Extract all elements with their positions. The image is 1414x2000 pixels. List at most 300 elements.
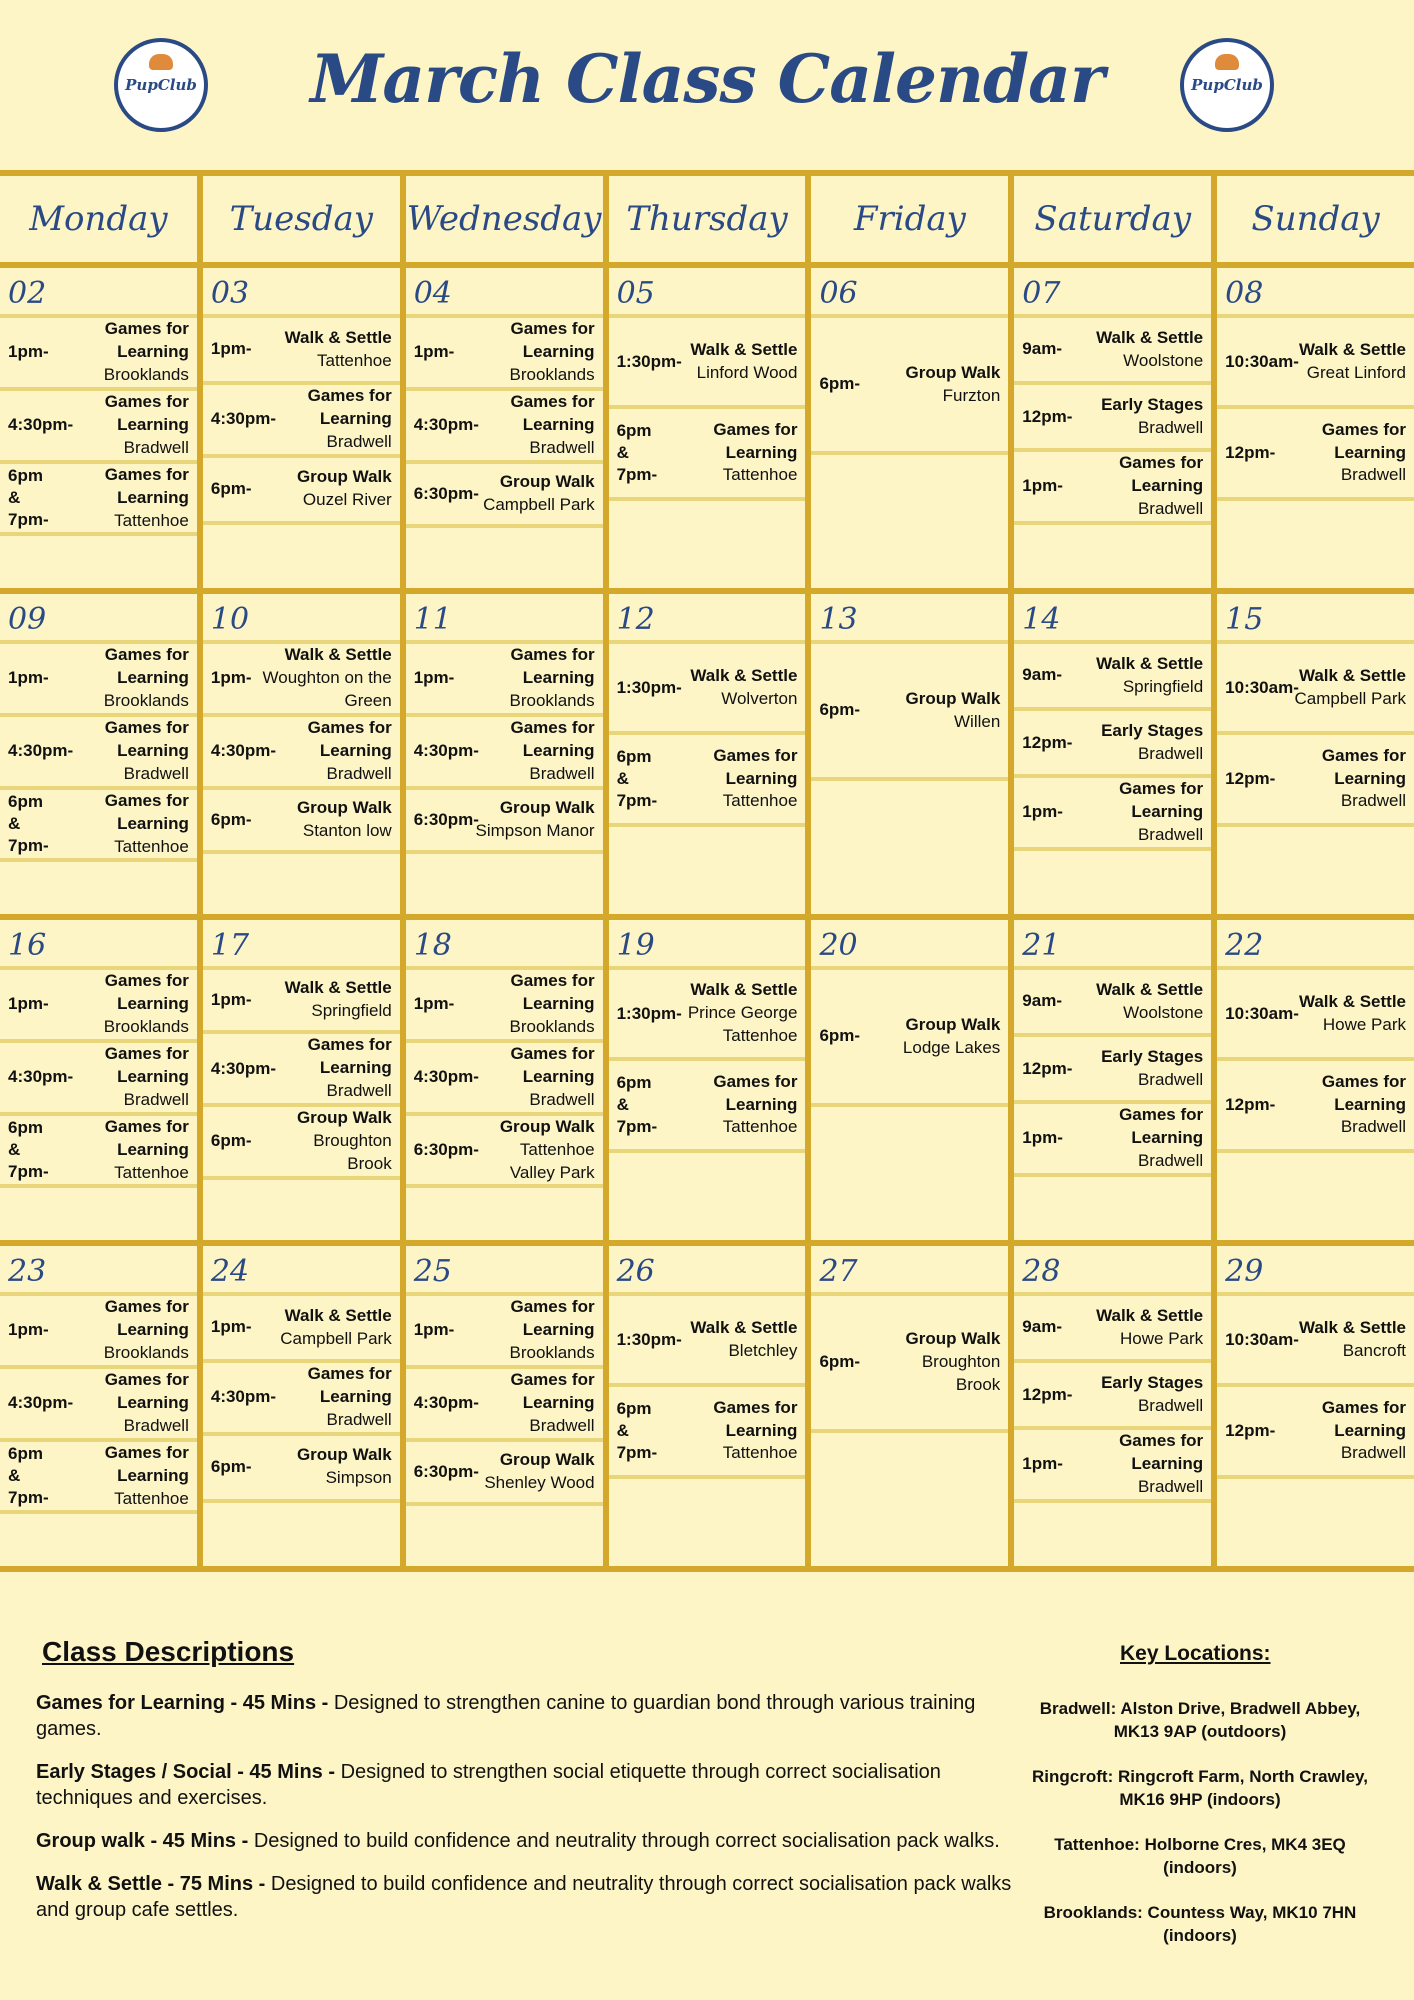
day-number: 23 bbox=[0, 1246, 197, 1296]
class-name: Early Stages bbox=[1101, 394, 1204, 414]
class-name: Group Walk bbox=[296, 1108, 392, 1127]
class-slots bbox=[203, 318, 400, 588]
day-cell bbox=[609, 268, 812, 588]
class-slots bbox=[811, 644, 1008, 914]
day-cell bbox=[203, 920, 406, 1240]
class-time: 4:30pm- bbox=[8, 1393, 74, 1413]
class-info bbox=[483, 471, 595, 517]
pupclub-logo bbox=[1180, 38, 1274, 132]
empty-slot bbox=[203, 525, 400, 588]
class-slots bbox=[609, 644, 806, 914]
class-info bbox=[1101, 1372, 1203, 1418]
empty-slot bbox=[1217, 827, 1414, 914]
day-cell bbox=[811, 268, 1014, 588]
class-time: 1pm- bbox=[8, 668, 49, 688]
day-cell bbox=[406, 594, 609, 914]
class-slot bbox=[1014, 1430, 1211, 1503]
day-number: 17 bbox=[203, 920, 400, 970]
class-location: Bradwell bbox=[123, 763, 189, 783]
class-slot bbox=[406, 318, 603, 391]
class-info bbox=[285, 977, 392, 1023]
class-slot bbox=[203, 385, 400, 458]
class-location: Campbell Park bbox=[483, 494, 595, 514]
week-row bbox=[0, 1246, 1414, 1572]
class-name: Games for Learning bbox=[713, 745, 798, 788]
day-number: 16 bbox=[0, 920, 197, 970]
class-name: Games for Learning bbox=[1119, 1105, 1204, 1148]
day-cell bbox=[203, 1246, 406, 1566]
descriptions-title: Class Descriptions bbox=[42, 1636, 295, 1667]
class-time: 6pm- bbox=[819, 1026, 861, 1046]
day-cell bbox=[1014, 920, 1217, 1240]
class-name: Walk & Settle bbox=[284, 1305, 392, 1325]
class-location: Bradwell bbox=[1340, 465, 1407, 485]
day-cell bbox=[406, 1246, 609, 1566]
class-slot bbox=[0, 318, 197, 391]
class-location: Bradwell bbox=[529, 1089, 595, 1109]
class-location: Tattenhoe bbox=[722, 1117, 798, 1137]
class-time: 1pm- bbox=[413, 668, 455, 688]
class-location: Bradwell bbox=[529, 763, 595, 783]
class-slot bbox=[1217, 735, 1414, 826]
class-location: Bradwell bbox=[326, 1409, 392, 1429]
class-time: 1pm- bbox=[413, 994, 455, 1014]
class-time: 1pm- bbox=[210, 1317, 252, 1337]
class-slot bbox=[406, 391, 603, 464]
class-location: Tattenhoe bbox=[114, 1488, 189, 1508]
class-slot bbox=[609, 644, 806, 735]
empty-slot bbox=[0, 536, 197, 588]
class-description-name: Group walk - 45 Mins - bbox=[36, 1830, 249, 1852]
empty-slot bbox=[811, 1433, 1008, 1566]
day-cell bbox=[811, 594, 1014, 914]
class-name: Games for Learning bbox=[307, 1364, 392, 1406]
empty-slot bbox=[203, 1180, 400, 1240]
class-time: 4:30pm- bbox=[413, 415, 479, 435]
class-slots bbox=[1014, 644, 1211, 914]
class-slots bbox=[1014, 970, 1211, 1240]
class-slot bbox=[203, 644, 400, 717]
locations-title: Key Locations: bbox=[1120, 1642, 1271, 1665]
class-time: 6pm & 7pm- bbox=[8, 1443, 49, 1508]
class-info bbox=[666, 1071, 798, 1140]
class-slot bbox=[1014, 385, 1211, 452]
class-info bbox=[1096, 327, 1203, 373]
class-info bbox=[903, 1014, 1000, 1060]
class-location: Bradwell bbox=[326, 431, 392, 451]
empty-slot bbox=[811, 455, 1008, 588]
class-info bbox=[690, 1317, 797, 1363]
class-description-text: Designed to strengthen social etiquette through correct socialisation techniques and exercises. bbox=[36, 1761, 941, 1809]
class-info bbox=[1299, 991, 1406, 1037]
class-slot bbox=[1217, 1387, 1414, 1478]
class-time: 1pm- bbox=[1022, 476, 1063, 496]
class-name: Walk & Settle bbox=[284, 645, 392, 664]
empty-slot bbox=[1217, 1153, 1414, 1240]
class-info bbox=[474, 1043, 595, 1112]
class-slot bbox=[406, 1369, 603, 1442]
class-name: Games for Learning bbox=[104, 645, 189, 687]
class-description-text: Designed to build confidence and neutrality through correct socialisation pack walks and group cafe settles. bbox=[36, 1873, 1012, 1921]
empty-slot bbox=[1014, 525, 1211, 588]
class-slot bbox=[203, 790, 400, 854]
empty-slot bbox=[0, 1514, 197, 1566]
class-time: 12pm- bbox=[1225, 768, 1276, 788]
class-time: 10:30am- bbox=[1225, 1003, 1299, 1023]
class-slots bbox=[1014, 1296, 1211, 1566]
class-info bbox=[463, 644, 595, 713]
class-info bbox=[271, 385, 392, 454]
day-number: 14 bbox=[1014, 594, 1211, 644]
class-name: Walk & Settle bbox=[1096, 653, 1204, 673]
class-location: Bradwell bbox=[1340, 791, 1407, 811]
week-row bbox=[0, 920, 1414, 1246]
class-slot bbox=[203, 970, 400, 1034]
class-slot bbox=[0, 644, 197, 717]
class-time: 12pm- bbox=[1225, 1094, 1276, 1114]
class-time: 9am- bbox=[1022, 339, 1062, 359]
class-location: Bradwell bbox=[1137, 499, 1204, 518]
class-slot bbox=[1014, 1363, 1211, 1430]
class-slot bbox=[609, 318, 806, 409]
class-info bbox=[269, 1107, 392, 1176]
day-cell bbox=[0, 594, 203, 914]
class-time: 10:30am- bbox=[1225, 351, 1299, 371]
class-time: 6pm & 7pm- bbox=[616, 746, 658, 811]
week-row bbox=[0, 268, 1414, 594]
class-slots bbox=[0, 644, 197, 914]
class-slot bbox=[0, 970, 197, 1043]
class-name: Group Walk bbox=[296, 797, 392, 817]
class-info bbox=[690, 339, 797, 385]
class-time: 1pm- bbox=[1022, 1454, 1063, 1474]
class-location: Linford Wood bbox=[696, 362, 798, 382]
weekday-tuesday: Tuesday bbox=[203, 176, 406, 262]
class-info bbox=[57, 1442, 189, 1511]
class-name: Group Walk bbox=[499, 797, 595, 817]
class-time: 6:30pm- bbox=[413, 1461, 479, 1481]
class-location: Brooklands bbox=[509, 1016, 595, 1036]
class-info bbox=[57, 318, 189, 387]
empty-slot bbox=[609, 501, 806, 588]
day-cell bbox=[1217, 920, 1414, 1240]
page-title: March Class Calendar bbox=[310, 40, 1104, 118]
class-time: 6:30pm- bbox=[413, 809, 479, 829]
class-time: 1pm- bbox=[413, 1320, 455, 1340]
descriptions-list bbox=[36, 1690, 1016, 1940]
class-slots bbox=[1217, 970, 1414, 1240]
day-cell bbox=[811, 920, 1014, 1240]
class-time: 6pm & 7pm- bbox=[8, 465, 49, 530]
week-row bbox=[0, 594, 1414, 920]
class-info bbox=[297, 1444, 392, 1490]
class-slot bbox=[811, 318, 1008, 455]
class-time: 6pm & 7pm- bbox=[8, 791, 49, 856]
class-description-text: Designed to build confidence and neutrality through correct socialisation pack walks. bbox=[248, 1830, 1000, 1852]
class-slot bbox=[1014, 644, 1211, 711]
class-slot bbox=[203, 1436, 400, 1503]
day-number: 08 bbox=[1217, 268, 1414, 318]
day-number: 10 bbox=[203, 594, 400, 644]
calendar-grid bbox=[0, 170, 1414, 1610]
class-info bbox=[476, 797, 595, 843]
class-time: 6pm & 7pm- bbox=[616, 1072, 658, 1137]
weekday-thursday: Thursday bbox=[609, 176, 812, 262]
class-location: Broughton Brook bbox=[313, 1130, 392, 1173]
class-slot bbox=[0, 1296, 197, 1369]
class-info bbox=[68, 717, 189, 786]
day-cell bbox=[1217, 1246, 1414, 1566]
class-time: 1:30pm- bbox=[616, 1003, 682, 1023]
class-location: Tattenhoe Valley Park bbox=[509, 1139, 595, 1182]
day-number: 25 bbox=[406, 1246, 603, 1296]
empty-slot bbox=[1014, 1177, 1211, 1240]
class-slot bbox=[0, 1116, 197, 1189]
class-time: 6pm- bbox=[210, 809, 252, 829]
class-time: 12pm- bbox=[1022, 406, 1073, 426]
class-info bbox=[1299, 339, 1406, 385]
class-name: Group Walk bbox=[296, 1445, 392, 1465]
class-info bbox=[57, 790, 189, 859]
class-name: Games for Learning bbox=[104, 717, 189, 760]
class-location: Bradwell bbox=[1137, 1395, 1204, 1415]
class-slot bbox=[1217, 1296, 1414, 1387]
day-number: 26 bbox=[609, 1246, 806, 1296]
empty-slot bbox=[1217, 501, 1414, 588]
class-time: 6:30pm- bbox=[413, 483, 479, 503]
class-slot bbox=[406, 1043, 603, 1116]
day-number: 20 bbox=[811, 920, 1008, 970]
day-number: 29 bbox=[1217, 1246, 1414, 1296]
class-slot bbox=[609, 970, 806, 1061]
class-location: Bradwell bbox=[1137, 1151, 1204, 1170]
class-name: Early Stages bbox=[1101, 1372, 1204, 1392]
class-slots bbox=[1014, 318, 1211, 588]
class-name: Games for Learning bbox=[307, 1035, 392, 1078]
class-location: Woolstone bbox=[1123, 350, 1204, 370]
day-cell bbox=[1014, 1246, 1217, 1566]
class-slot bbox=[1014, 318, 1211, 385]
class-name: Games for Learning bbox=[1321, 1397, 1407, 1440]
location-item: Tattenhoe: Holborne Cres, MK4 3EQ (indoors) bbox=[1054, 1834, 1346, 1877]
class-location: Ouzel River bbox=[302, 490, 392, 510]
day-cell bbox=[811, 1246, 1014, 1566]
weekday-saturday: Saturday bbox=[1014, 176, 1217, 262]
class-info bbox=[297, 797, 392, 843]
class-time: 6pm- bbox=[210, 1131, 252, 1151]
class-location: Bradwell bbox=[326, 1081, 392, 1101]
class-info bbox=[68, 391, 189, 460]
class-info bbox=[1275, 419, 1406, 488]
class-time: 1:30pm- bbox=[616, 677, 682, 697]
day-number: 21 bbox=[1014, 920, 1211, 970]
class-slots bbox=[811, 1296, 1008, 1566]
class-time: 4:30pm- bbox=[8, 1067, 74, 1087]
class-location: Brooklands bbox=[103, 1342, 189, 1362]
class-location: Bradwell bbox=[1340, 1117, 1407, 1137]
class-location: Lodge Lakes bbox=[902, 1037, 1001, 1057]
day-number: 12 bbox=[609, 594, 806, 644]
class-name: Games for Learning bbox=[104, 1297, 189, 1339]
day-number: 09 bbox=[0, 594, 197, 644]
class-slot bbox=[0, 464, 197, 537]
class-location: Great Linford bbox=[1306, 362, 1407, 382]
class-name: Games for Learning bbox=[1119, 779, 1204, 822]
class-name: Games for Learning bbox=[1321, 1071, 1407, 1114]
location-item: Brooklands: Countess Way, MK10 7HN (indoors) bbox=[1043, 1902, 1357, 1945]
class-slot bbox=[1014, 452, 1211, 525]
class-name: Games for Learning bbox=[1119, 1431, 1204, 1474]
class-name: Games for Learning bbox=[510, 1043, 595, 1086]
class-location: Bradwell bbox=[1137, 417, 1204, 437]
day-number: 04 bbox=[406, 268, 603, 318]
class-location: Tattenhoe bbox=[722, 1443, 798, 1463]
class-slot bbox=[1217, 318, 1414, 409]
class-slots bbox=[1217, 318, 1414, 588]
class-time: 1pm- bbox=[1022, 1128, 1063, 1148]
empty-slot bbox=[609, 827, 806, 914]
class-location: Woolstone bbox=[1123, 1002, 1204, 1022]
class-location: Brooklands bbox=[103, 1016, 189, 1036]
class-slots bbox=[609, 1296, 806, 1566]
day-number: 18 bbox=[406, 920, 603, 970]
class-slot bbox=[1014, 778, 1211, 851]
class-slot bbox=[609, 409, 806, 500]
class-location: Tattenhoe bbox=[722, 791, 798, 811]
day-cell bbox=[203, 268, 406, 588]
class-location: Simpson Manor bbox=[475, 820, 595, 840]
class-slot bbox=[0, 717, 197, 790]
class-slot bbox=[203, 1363, 400, 1436]
class-info bbox=[297, 466, 392, 512]
class-time: 4:30pm- bbox=[413, 1067, 479, 1087]
class-slot bbox=[203, 717, 400, 790]
class-slot bbox=[406, 1116, 603, 1189]
class-description-text: Designed to strengthen canine to guardian bond through various training games. bbox=[36, 1692, 976, 1740]
class-location: Tattenhoe bbox=[114, 510, 189, 530]
class-slot bbox=[811, 970, 1008, 1107]
class-time: 4:30pm- bbox=[210, 409, 277, 429]
class-slot bbox=[811, 644, 1008, 781]
class-slots bbox=[203, 1296, 400, 1566]
class-name: Early Stages bbox=[1101, 1046, 1204, 1066]
class-location: Brooklands bbox=[509, 364, 595, 384]
class-location: Springfield bbox=[1122, 676, 1204, 696]
class-info bbox=[677, 979, 798, 1048]
class-slots bbox=[811, 970, 1008, 1240]
class-location: Brooklands bbox=[103, 690, 189, 710]
class-location: Bradwell bbox=[1340, 1443, 1407, 1463]
class-slot bbox=[203, 1296, 400, 1363]
day-number: 03 bbox=[203, 268, 400, 318]
day-cell bbox=[1217, 594, 1414, 914]
class-name: Games for Learning bbox=[510, 971, 595, 1013]
locations-list bbox=[1020, 1698, 1380, 1970]
class-slot bbox=[203, 1034, 400, 1107]
empty-slot bbox=[1014, 1503, 1211, 1566]
class-location: Bradwell bbox=[326, 763, 392, 783]
class-slot bbox=[406, 790, 603, 854]
class-name: Group Walk bbox=[905, 688, 1001, 708]
empty-slot bbox=[203, 854, 400, 914]
day-number: 02 bbox=[0, 268, 197, 318]
class-name: Group Walk bbox=[905, 1329, 1001, 1349]
class-info bbox=[474, 1369, 595, 1438]
class-info bbox=[271, 717, 392, 786]
empty-slot bbox=[609, 1153, 806, 1240]
empty-slot bbox=[0, 1188, 197, 1240]
location-item: Ringcroft: Ringcroft Farm, North Crawley, MK16 9HP (indoors) bbox=[1032, 1766, 1368, 1809]
class-info bbox=[1295, 665, 1407, 711]
day-cell bbox=[406, 920, 609, 1240]
class-slot bbox=[1014, 1037, 1211, 1104]
class-location: Furzton bbox=[942, 385, 1001, 405]
day-number: 28 bbox=[1014, 1246, 1211, 1296]
class-description-name: Walk & Settle - 75 Mins - bbox=[36, 1873, 266, 1895]
class-location: Shenley Wood bbox=[484, 1472, 595, 1492]
class-info bbox=[666, 1397, 798, 1466]
logo-text: PupClub bbox=[1191, 76, 1263, 94]
class-time: 6pm- bbox=[210, 479, 252, 499]
class-slot bbox=[609, 735, 806, 826]
class-location: Brooklands bbox=[509, 690, 595, 710]
class-name: Walk & Settle bbox=[1298, 339, 1407, 359]
class-location: Bradwell bbox=[123, 1089, 189, 1109]
class-name: Group Walk bbox=[499, 1449, 595, 1469]
class-location: Tattenhoe bbox=[317, 350, 392, 370]
day-number: 22 bbox=[1217, 920, 1414, 970]
class-name: Games for Learning bbox=[713, 1071, 798, 1114]
class-time: 12pm- bbox=[1022, 1058, 1073, 1078]
class-slot bbox=[1217, 644, 1414, 735]
class-name: Games for Learning bbox=[1321, 419, 1407, 462]
class-info bbox=[1299, 1317, 1406, 1363]
class-name: Early Stages bbox=[1101, 720, 1204, 740]
class-location: Prince George Tattenhoe bbox=[687, 1003, 798, 1046]
class-time: 1pm- bbox=[8, 994, 49, 1014]
class-time: 6pm- bbox=[819, 374, 861, 394]
class-slot bbox=[1217, 1061, 1414, 1152]
class-name: Games for Learning bbox=[104, 319, 189, 361]
class-slots bbox=[811, 318, 1008, 588]
class-description bbox=[36, 1871, 1016, 1923]
class-name: Games for Learning bbox=[104, 790, 189, 833]
class-time: 10:30am- bbox=[1225, 677, 1299, 697]
empty-slot bbox=[203, 1503, 400, 1566]
class-info bbox=[463, 1296, 595, 1365]
class-description-name: Early Stages / Social - 45 Mins - bbox=[36, 1761, 336, 1783]
class-info bbox=[474, 1116, 595, 1185]
class-info bbox=[1275, 1397, 1406, 1466]
class-info bbox=[68, 1043, 189, 1112]
class-location: Brooklands bbox=[103, 364, 189, 384]
class-name: Games for Learning bbox=[713, 419, 798, 462]
class-name: Group Walk bbox=[905, 1014, 1001, 1034]
class-location: Bradwell bbox=[529, 437, 595, 457]
class-slot bbox=[406, 717, 603, 790]
empty-slot bbox=[811, 781, 1008, 914]
day-cell bbox=[406, 268, 609, 588]
class-slots bbox=[0, 318, 197, 588]
class-time: 1:30pm- bbox=[616, 351, 682, 371]
class-location: Bancroft bbox=[1342, 1340, 1407, 1360]
class-location: Howe Park bbox=[1322, 1014, 1407, 1034]
class-info bbox=[1096, 1305, 1203, 1351]
day-cell bbox=[203, 594, 406, 914]
day-number: 19 bbox=[609, 920, 806, 970]
class-info bbox=[484, 1449, 594, 1495]
class-name: Games for Learning bbox=[510, 717, 595, 760]
